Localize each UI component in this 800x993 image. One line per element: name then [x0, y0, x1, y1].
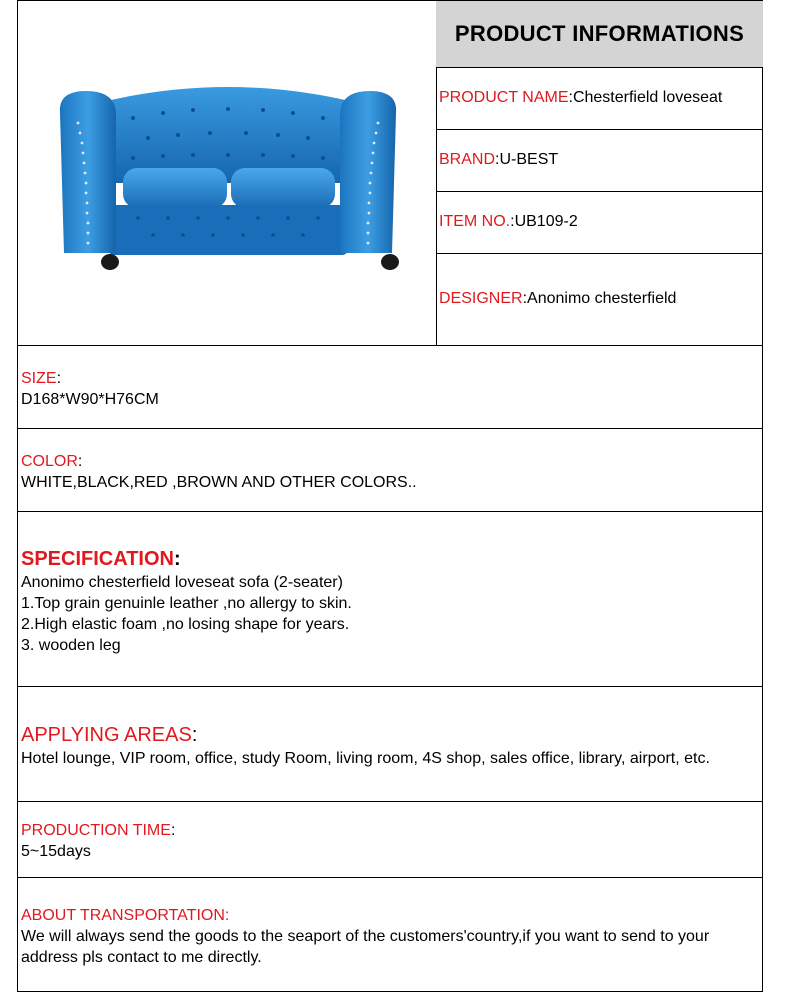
specification-line: Anonimo chesterfield loveseat sofa (2-seater) [21, 574, 343, 591]
brand-value: U-BEST [499, 151, 559, 168]
designer-label: DESIGNER [439, 290, 523, 307]
specification-line: 2.High elastic foam ,no losing shape for years. [21, 616, 350, 633]
transportation-line: We will always send the goods to the seaport of the customers'country,if you want to send to your [21, 928, 710, 945]
divider [18, 877, 762, 878]
specification-line: 3. wooden leg [21, 637, 121, 654]
applying-areas-section [21, 723, 710, 769]
production-time-section [21, 820, 175, 862]
production-time-value: 5~15days [21, 843, 91, 860]
color-value: WHITE,BLACK,RED ,BROWN AND OTHER COLORS.. [21, 474, 417, 491]
divider [18, 345, 762, 346]
size-label: SIZE [21, 370, 57, 387]
page-title: PRODUCT INFORMATIONS [436, 1, 763, 67]
designer-row [439, 290, 676, 308]
separator: : [510, 213, 515, 230]
transportation-label: ABOUT TRANSPORTATION: [21, 907, 230, 924]
item-no-row [439, 213, 578, 231]
divider [436, 253, 762, 254]
specification-line: 1.Top grain genuinle leather ,no allergy to skin. [21, 595, 352, 612]
divider [18, 686, 762, 687]
product-name-value: Chesterfield loveseat [572, 89, 723, 106]
brand-row [439, 151, 558, 169]
divider [436, 129, 762, 130]
separator: : [77, 453, 83, 470]
brand-label: BRAND [439, 151, 496, 168]
divider [436, 67, 762, 68]
separator: : [173, 548, 181, 570]
divider [18, 801, 762, 802]
transportation-section [21, 905, 709, 968]
size-value: D168*W90*H76CM [21, 391, 159, 408]
transportation-line: address pls contact to me directly. [21, 949, 262, 966]
applying-areas-value: Hotel lounge, VIP room, office, study Room, living room, 4S shop, sales office, library, airport, etc. [21, 750, 710, 767]
color-section [21, 451, 417, 493]
product-name-row [439, 89, 722, 107]
production-time-label: PRODUCTION TIME [21, 822, 171, 839]
color-label: COLOR [21, 453, 78, 470]
divider [436, 191, 762, 192]
separator: : [170, 822, 176, 839]
divider [18, 511, 762, 512]
separator: : [568, 89, 573, 106]
specification-section [21, 547, 352, 656]
divider [18, 428, 762, 429]
item-no-value: UB109-2 [514, 213, 578, 230]
separator: : [522, 290, 528, 307]
sofa-photo [38, 73, 418, 283]
applying-areas-label: APPLYING AREAS [21, 724, 192, 746]
specification-label: SPECIFICATION [21, 548, 174, 570]
size-section [21, 368, 159, 410]
product-name-label: PRODUCT NAME [439, 89, 569, 106]
separator: : [191, 724, 198, 746]
item-no-label: ITEM NO. [439, 213, 511, 230]
product-sheet [17, 0, 763, 992]
separator: : [56, 370, 62, 387]
designer-value: Anonimo chesterfield [527, 290, 677, 307]
separator: : [495, 151, 500, 168]
